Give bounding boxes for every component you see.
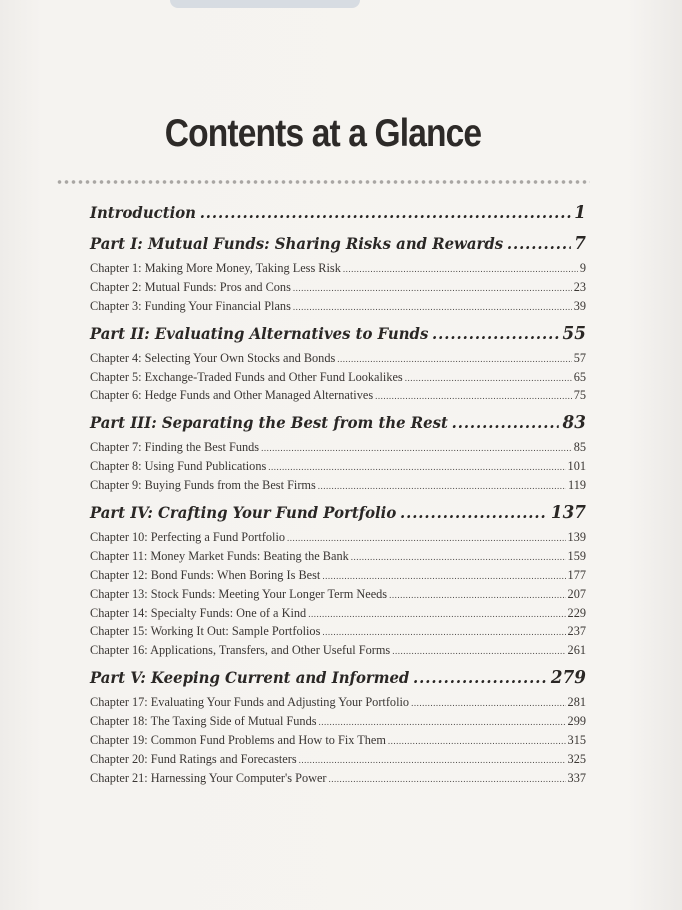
dotted-divider: [56, 179, 590, 185]
dot-leader: [268, 458, 565, 477]
page-number: 279: [550, 667, 586, 689]
toc-chapter-entry[interactable]: [90, 368, 586, 387]
page-number: 159: [567, 548, 586, 563]
toc-chapter-entry[interactable]: [90, 438, 586, 457]
dot-leader: [452, 407, 559, 438]
dot-leader: [432, 318, 559, 349]
dot-leader: [375, 387, 572, 406]
dot-leader: [299, 751, 566, 770]
page-number: 139: [567, 530, 586, 545]
dot-leader: [507, 228, 571, 259]
page-number: 325: [567, 751, 586, 766]
chapter-title: Chapter 20: Fund Ratings and Forecasters: [90, 751, 297, 766]
page-number: 337: [567, 770, 586, 785]
page-number: 229: [567, 605, 586, 620]
page-number: 85: [573, 440, 586, 455]
toc-chapter-entry[interactable]: [90, 457, 586, 476]
toc-chapter-entry[interactable]: [90, 604, 586, 623]
page-number: 57: [573, 350, 586, 365]
page-number: 261: [567, 643, 586, 658]
dot-leader: [405, 369, 572, 388]
page-number: 137: [550, 502, 586, 524]
page-number: 207: [567, 586, 586, 601]
dot-leader: [318, 477, 566, 496]
toc-chapter-entry[interactable]: [90, 386, 586, 405]
dot-leader: [293, 298, 572, 317]
dot-leader: [389, 586, 565, 605]
toc-chapter-entry[interactable]: [90, 769, 586, 788]
toc-chapter-entry[interactable]: [90, 528, 586, 547]
page-number: 1: [574, 202, 586, 223]
dot-leader: [261, 439, 572, 458]
dot-leader: [411, 694, 565, 713]
dot-leader: [322, 567, 565, 586]
toc-chapter-entry[interactable]: [90, 641, 586, 660]
toc-part-entry[interactable]: [90, 662, 586, 693]
part-title: Part III: Separating the Best from the Rest: [90, 413, 448, 433]
dot-leader: [329, 770, 566, 789]
toc-part-entry[interactable]: [90, 197, 586, 228]
page-number: 315: [567, 733, 586, 748]
chapter-title: Chapter 9: Buying Funds from the Best Firms: [90, 478, 316, 493]
toc-chapter-entry[interactable]: [90, 622, 586, 641]
page-number: 65: [573, 369, 586, 384]
dot-leader: [200, 197, 571, 228]
toc-chapter-entry[interactable]: [90, 731, 586, 750]
toc-part-entry[interactable]: [90, 497, 586, 528]
dot-leader: [351, 548, 566, 567]
toc-chapter-entry[interactable]: [90, 476, 586, 495]
page-number: 299: [567, 714, 586, 729]
page-number: 55: [562, 322, 586, 344]
toc-chapter-entry[interactable]: [90, 585, 586, 604]
chapter-title: Chapter 3: Funding Your Financial Plans: [90, 298, 291, 313]
dot-leader: [343, 260, 578, 279]
page-number: 75: [573, 388, 586, 403]
toc-chapter-entry[interactable]: [90, 259, 586, 278]
toc-chapter-entry[interactable]: [90, 278, 586, 297]
toc-part-entry[interactable]: [90, 228, 586, 259]
toc-part-entry[interactable]: [90, 407, 586, 438]
chapter-title: Chapter 21: Harnessing Your Computer's Power: [90, 770, 327, 785]
page-edge-shadow: [170, 0, 360, 8]
chapter-title: Chapter 2: Mutual Funds: Pros and Cons: [90, 279, 291, 294]
part-title: Part IV: Crafting Your Fund Portfolio: [90, 503, 397, 523]
page-number: 9: [579, 261, 586, 275]
page-number: 281: [567, 695, 586, 710]
chapter-title: Chapter 17: Evaluating Your Funds and Adjusting Your Portfolio: [90, 695, 410, 710]
page-number: 101: [567, 459, 586, 474]
part-title: Introduction: [90, 203, 196, 222]
toc-chapter-entry[interactable]: [90, 547, 586, 566]
page-number: 83: [562, 412, 586, 434]
dot-leader: [319, 713, 566, 732]
chapter-title: Chapter 11: Money Market Funds: Beating the Bank: [90, 548, 349, 563]
chapter-title: Chapter 15: Working It Out: Sample Portfolios: [90, 624, 321, 639]
toc-chapter-entry[interactable]: [90, 297, 586, 316]
page-number: 177: [567, 567, 586, 582]
part-title: Part V: Keeping Current and Informed: [90, 668, 410, 688]
table-of-contents: [90, 197, 586, 788]
part-title: Part I: Mutual Funds: Sharing Risks and Rewards: [90, 234, 504, 253]
page-number: 237: [567, 624, 586, 639]
part-title: Part II: Evaluating Alternatives to Funds: [90, 323, 429, 343]
dot-leader: [287, 529, 566, 548]
page-title: Contents at a Glance: [164, 112, 482, 155]
dot-leader: [388, 732, 566, 751]
dot-leader: [308, 605, 565, 624]
chapter-title: Chapter 4: Selecting Your Own Stocks and Bonds: [90, 350, 336, 365]
chapter-title: Chapter 8: Using Fund Publications: [90, 459, 267, 474]
dot-leader: [400, 497, 547, 528]
toc-chapter-entry[interactable]: [90, 750, 586, 769]
chapter-title: Chapter 10: Perfecting a Fund Portfolio: [90, 530, 286, 545]
toc-chapter-entry[interactable]: [90, 712, 586, 731]
chapter-title: Chapter 19: Common Fund Problems and How to Fix Them: [90, 733, 386, 748]
chapter-title: Chapter 14: Specialty Funds: One of a Kind: [90, 605, 307, 620]
chapter-title: Chapter 16: Applications, Transfers, and Other Useful Forms: [90, 643, 391, 658]
chapter-title: Chapter 1: Making More Money, Taking Less Risk: [90, 261, 341, 275]
page-number: 119: [568, 478, 586, 493]
chapter-title: Chapter 7: Finding the Best Funds: [90, 440, 260, 455]
toc-part-entry[interactable]: [90, 318, 586, 349]
chapter-title: Chapter 5: Exchange-Traded Funds and Other Fund Lookalikes: [90, 369, 403, 384]
dot-leader: [293, 279, 572, 298]
toc-chapter-entry[interactable]: [90, 349, 586, 368]
dot-leader: [337, 350, 571, 369]
chapter-title: Chapter 12: Bond Funds: When Boring Is Best: [90, 567, 321, 582]
dot-leader: [392, 642, 565, 661]
page-number: 39: [573, 298, 586, 313]
toc-chapter-entry[interactable]: [90, 566, 586, 585]
chapter-title: Chapter 13: Stock Funds: Meeting Your Longer Term Needs: [90, 586, 388, 601]
dot-leader: [413, 662, 547, 693]
dot-leader: [322, 623, 565, 642]
toc-chapter-entry[interactable]: [90, 693, 586, 712]
page-number: 7: [574, 233, 586, 254]
page-number: 23: [573, 279, 586, 294]
chapter-title: Chapter 18: The Taxing Side of Mutual Funds: [90, 714, 317, 729]
chapter-title: Chapter 6: Hedge Funds and Other Managed Alternatives: [90, 388, 374, 403]
